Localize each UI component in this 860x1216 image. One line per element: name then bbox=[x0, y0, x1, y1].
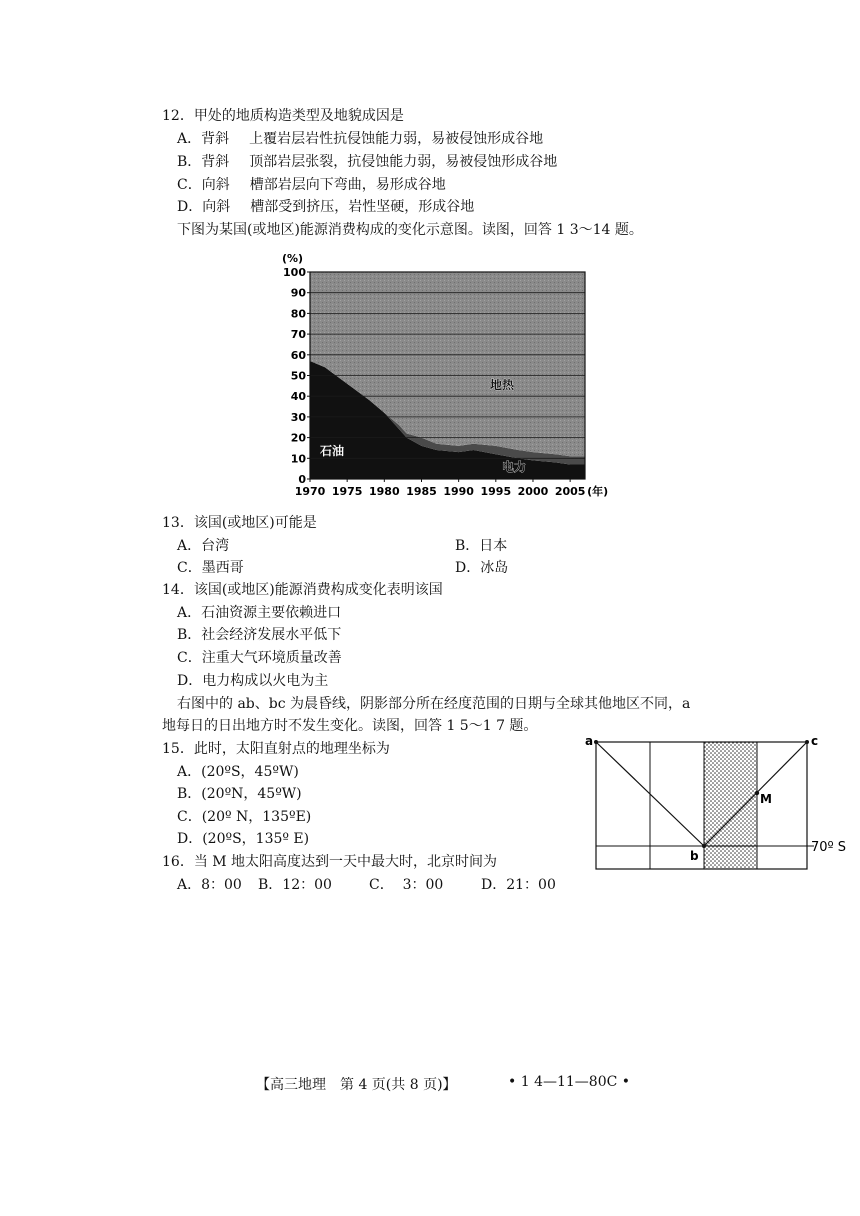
q15-option-b: B．(20ºN，45ºW) bbox=[177, 786, 302, 802]
chart-y-tick-label-60: 60 bbox=[290, 348, 306, 362]
footer-page-info: 【高三地理 第 4 页(共 8 页)】 bbox=[256, 1077, 457, 1093]
q14-option-b: B．社会经济发展水平低下 bbox=[177, 627, 342, 643]
diagram-point-b bbox=[702, 844, 706, 848]
chart-label-geothermal: 地热 bbox=[490, 378, 515, 392]
q16-option-a: A．8：00 bbox=[177, 877, 242, 893]
q16-option-d: D．21：00 bbox=[481, 877, 556, 893]
q13-option-a: A．台湾 bbox=[177, 538, 230, 554]
q12-option-c bbox=[177, 175, 446, 195]
q12-option-a-text: 上覆岩层岩性抗侵蚀能力弱，易被侵蚀形成谷地 bbox=[249, 131, 544, 147]
chart-y-tick-label-50: 50 bbox=[290, 369, 306, 383]
q13-option-c: C．墨西哥 bbox=[177, 560, 244, 576]
q14-stem: 14．该国(或地区)能源消费构成变化表明该国 bbox=[162, 582, 443, 598]
q16-option-c: C． 3：00 bbox=[369, 877, 444, 893]
q14-option-a: A．石油资源主要依赖进口 bbox=[177, 605, 342, 621]
chart-y-tick-label-70: 70 bbox=[290, 328, 306, 342]
chart-y-tick-label-100: 100 bbox=[283, 266, 306, 279]
diagram-point-a bbox=[594, 740, 598, 744]
q12-option-b-text: 顶部岩层张裂，抗侵蚀能力弱，易被侵蚀形成谷地 bbox=[249, 154, 558, 170]
diagram-point-c bbox=[805, 740, 809, 744]
q12-stem: 12．甲处的地质构造类型及地貌成因是 bbox=[162, 108, 404, 124]
chart-y-axis-label: (%) bbox=[282, 252, 304, 265]
q12-option-b-key: B．背斜 bbox=[177, 154, 230, 170]
chart-y-tick-label-0: 0 bbox=[298, 473, 306, 486]
chart-label-power: 电力 bbox=[502, 460, 527, 474]
diagram-label-c: c bbox=[811, 734, 819, 748]
q15-option-a: A．(20ºS，45ºW) bbox=[177, 764, 299, 780]
chart-y-tick-label-20: 20 bbox=[290, 431, 306, 445]
q15-stem: 15．此时，太阳直射点的地理坐标为 bbox=[162, 741, 390, 757]
chart-x-tick-label-1995: 1995 bbox=[480, 485, 512, 498]
q13-option-d: D．冰岛 bbox=[455, 560, 509, 576]
chart-y-tick-label-40: 40 bbox=[290, 390, 306, 404]
q12-option-a bbox=[177, 129, 543, 149]
intro-15-17-line1: 右图中的 ab、bc 为晨昏线，阴影部分所在经度范围的日期与全球其他地区不同，a bbox=[177, 696, 691, 712]
chart-x-tick-label-1970: 1970 bbox=[294, 485, 326, 498]
q12-option-a-key: A．背斜 bbox=[177, 131, 230, 147]
chart-x-tick-label-2005: 2005 bbox=[554, 485, 586, 498]
chart-x-tick-label-1985: 1985 bbox=[406, 485, 437, 498]
q14-option-d: D．电力构成以火电为主 bbox=[177, 673, 329, 689]
q16-stem: 16．当 M 地太阳高度达到一天中最大时，北京时间为 bbox=[162, 854, 498, 870]
diagram-label-m: M bbox=[760, 792, 772, 806]
chart-label-oil: 石油 bbox=[320, 444, 345, 458]
chart-y-tick-label-10: 10 bbox=[290, 452, 306, 466]
q12-option-c-key: C．向斜 bbox=[177, 177, 230, 193]
chart-x-tick-label-1980: 1980 bbox=[369, 485, 400, 498]
chart-x-tick-label-1990: 1990 bbox=[443, 485, 474, 498]
diagram-latitude-label: 70º S bbox=[811, 840, 847, 855]
energy-consumption-chart bbox=[270, 246, 610, 504]
chart-x-tick-label-2000: 2000 bbox=[517, 485, 549, 498]
q13-stem: 13．该国(或地区)可能是 bbox=[162, 515, 317, 531]
diagram-shaded-zone bbox=[704, 742, 757, 869]
q15-option-d: D．(20ºS，135º E) bbox=[177, 831, 310, 847]
terminator-diagram bbox=[580, 730, 850, 875]
intro-15-17-line2: 地每日的日出地方时不发生变化。读图，回答 1 5～1 7 题。 bbox=[162, 718, 538, 734]
q13-option-b: B．日本 bbox=[455, 538, 508, 554]
q16-option-b: B．12：00 bbox=[258, 877, 332, 893]
q12-option-d-key: D．向斜 bbox=[177, 199, 231, 215]
diagram-label-b: b bbox=[690, 849, 699, 863]
q12-option-d-text: 槽部受到挤压，岩性坚硬，形成谷地 bbox=[250, 199, 475, 215]
q12-option-b bbox=[177, 152, 557, 172]
q12-option-d bbox=[177, 197, 474, 217]
chart-y-tick-label-80: 80 bbox=[290, 307, 306, 321]
q12-option-c-text: 槽部岩层向下弯曲，易形成谷地 bbox=[249, 177, 446, 193]
q14-option-c: C．注重大气环境质量改善 bbox=[177, 650, 342, 666]
chart-x-axis-label: (年) bbox=[587, 485, 609, 498]
intro-13-14: 下图为某国(或地区)能源消费构成的变化示意图。读图，回答 1 3～14 题。 bbox=[177, 222, 643, 238]
diagram-frame bbox=[596, 742, 807, 869]
chart-x-tick-label-1975: 1975 bbox=[331, 485, 363, 498]
chart-y-tick-label-90: 90 bbox=[290, 286, 306, 300]
chart-y-tick-label-30: 30 bbox=[290, 410, 306, 424]
diagram-label-a: a bbox=[585, 734, 594, 748]
footer-code: • 1 4—11—80C • bbox=[508, 1074, 631, 1090]
q15-option-c: C．(20º N，135ºE) bbox=[177, 809, 312, 825]
diagram-point-m bbox=[755, 791, 759, 795]
